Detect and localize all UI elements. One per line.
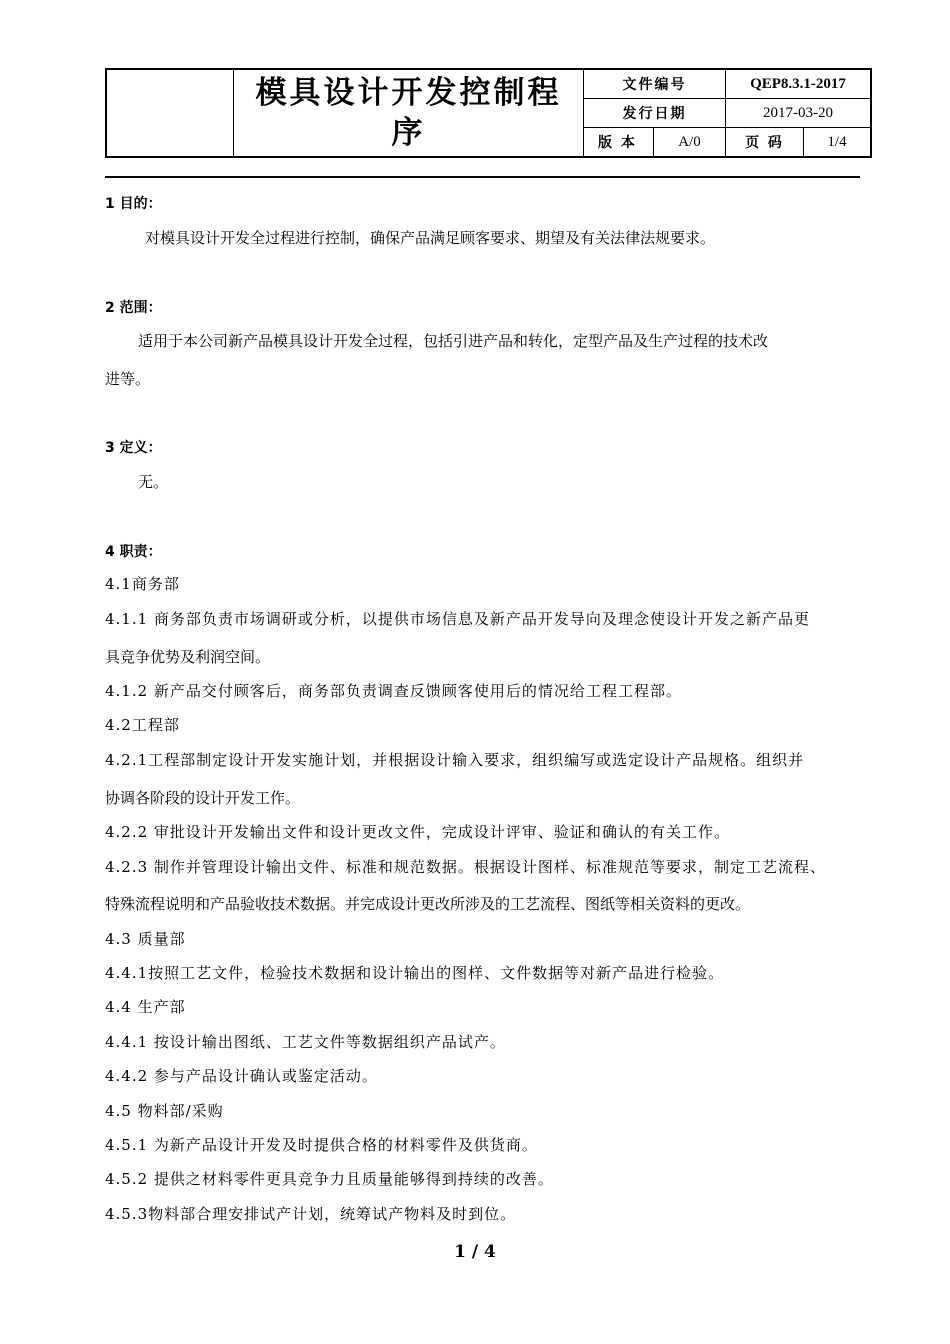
version-label: 版 本 — [584, 128, 654, 156]
item-4-3: 4.3 质量部 — [105, 930, 186, 948]
item-4-4-2: 4.4.2 参与产品设计确认或鉴定活动。 — [105, 1067, 378, 1085]
header-rule — [105, 176, 860, 178]
section-2-text-line2: 进等。 — [105, 370, 151, 388]
meta-row-issue-date — [584, 99, 870, 128]
section-3-text: 无。 — [138, 473, 169, 491]
item-4-1-1-line2: 具竞争优势及利润空间。 — [105, 648, 271, 666]
item-4-2-1-line2: 协调各阶段的设计开发工作。 — [105, 789, 301, 807]
item-4-1-1-line1: 4.1.1 商务部负责市场调研或分析，以提供市场信息及新产品开发导向及理念使设计开发之新产品更 — [105, 610, 810, 628]
page-value: 1/4 — [827, 133, 847, 150]
section-3-title: 3 定义： — [105, 440, 162, 456]
meta-row-doc-no — [584, 70, 870, 99]
doc-no-label: 文件编号 — [584, 70, 726, 98]
version-value: A/0 — [654, 128, 726, 156]
issue-date-value: 2017-03-20 — [763, 104, 833, 121]
section-2-title: 2 范围： — [105, 300, 162, 316]
section-4-title: 4 职责： — [105, 544, 162, 560]
issue-date-label: 发行日期 — [584, 99, 726, 127]
item-4-2-3-line1: 4.2.3 制作并管理设计输出文件、标准和规范数据。根据设计图样、标准规范等要求，制定工艺流程、 — [105, 858, 826, 876]
page-label: 页 码 — [726, 128, 804, 156]
item-4-4: 4.4 生产部 — [105, 998, 186, 1016]
logo-cell — [107, 70, 234, 156]
item-4-4-1: 4.4.1 按设计输出图纸、工艺文件等数据组织产品试产。 — [105, 1033, 506, 1051]
item-4-5: 4.5 物料部/采购 — [105, 1102, 224, 1120]
item-4-2: 4.2工程部 — [105, 716, 180, 734]
section-1-text: 对模具设计开发全过程进行控制，确保产品满足顾客要求、期望及有关法律法规要求。 — [145, 229, 716, 247]
section-2-text-line1: 适用于本公司新产品模具设计开发全过程，包括引进产品和转化，定型产品及生产过程的技术改 — [138, 332, 769, 350]
page-number-footer: 1 / 4 — [454, 1242, 496, 1262]
item-4-5-1: 4.5.1 为新产品设计开发及时提供合格的材料零件及供货商。 — [105, 1136, 538, 1154]
item-4-2-2: 4.2.2 审批设计开发输出文件和设计更改文件，完成设计评审、验证和确认的有关工作。 — [105, 823, 730, 841]
item-4-5-2: 4.5.2 提供之材料零件更具竞争力且质量能够得到持续的改善。 — [105, 1170, 554, 1188]
meta-row-version-page — [584, 128, 870, 156]
header-table — [105, 68, 872, 158]
item-4-5-3: 4.5.3物料部合理安排试产计划，统筹试产物料及时到位。 — [105, 1205, 517, 1223]
item-4-2-1-line1: 4.2.1工程部制定设计开发实施计划，并根据设计输入要求，组织编写或选定设计产品规格。组织并 — [105, 751, 805, 769]
item-4-1: 4.1商务部 — [105, 575, 180, 593]
title-cell — [234, 70, 584, 156]
document-title: 模具设计开发控制程序 — [255, 75, 562, 151]
item-4-1-2: 4.1.2 新产品交付顾客后，商务部负责调查反馈顾客使用后的情况给工程工程部。 — [105, 682, 682, 700]
meta-grid — [584, 70, 870, 156]
item-4-4-1-quality: 4.4.1按照工艺文件，检验技术数据和设计输出的图样、文件数据等对新产品进行检验。 — [105, 964, 725, 982]
section-1-title: 1 目的： — [105, 196, 162, 212]
doc-no-value: QEP8.3.1-2017 — [750, 75, 846, 92]
item-4-2-3-line2: 特殊流程说明和产品验收技术数据。并完成设计更改所涉及的工艺流程、图纸等相关资料的更改。 — [105, 895, 751, 913]
